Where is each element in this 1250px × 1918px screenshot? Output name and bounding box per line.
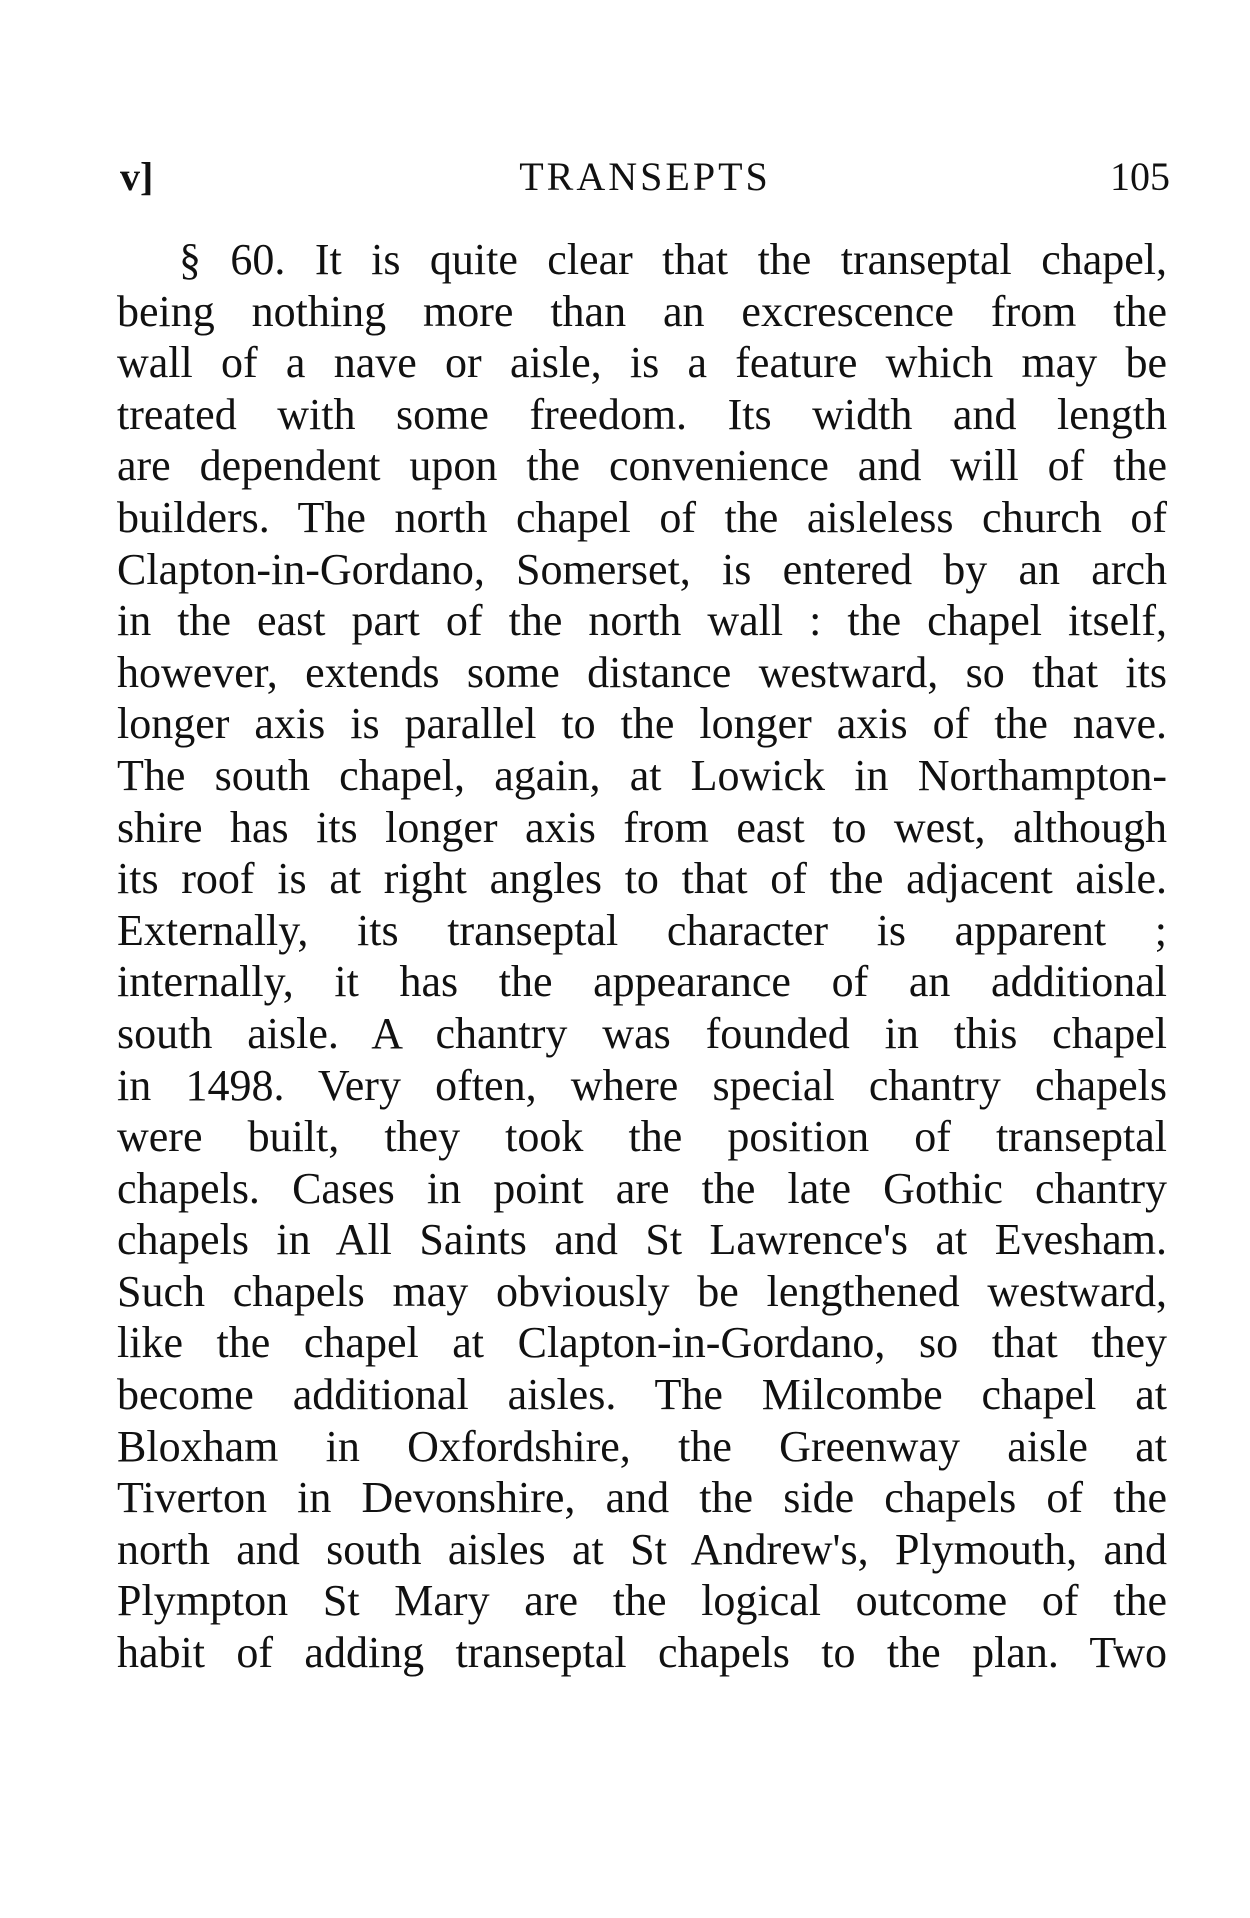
text-line: like the chapel at Clapton-in-Gordano, so that they [117,1318,1167,1368]
chapter-number: v] [120,154,154,199]
text-line: habit of adding transeptal chapels to the plan. Two [117,1628,1167,1678]
text-line: its roof is at right angles to that of the adjacent aisle. [117,854,1167,904]
text-line: Plympton St Mary are the logical outcome of the [117,1576,1167,1626]
text-line: Externally, its transeptal character is apparent ; [117,905,1167,955]
text-line: shire has its longer axis from east to west, although [117,802,1167,852]
text-line: however, extends some distance westward, so that its [117,647,1167,697]
text-line: The south chapel, again, at Lowick in Northampton- [117,750,1167,800]
body-paragraph [117,234,1167,1679]
page-number: 105 [1110,154,1170,199]
text-line: Bloxham in Oxfordshire, the Greenway aisle at [117,1421,1167,1471]
text-line: are dependent upon the convenience and will of the [117,441,1167,491]
text-line: Clapton-in-Gordano, Somerset, is entered by an arch [117,544,1167,594]
text-line: in 1498. Very often, where special chantry chapels [117,1060,1167,1110]
text-line: south aisle. A chantry was founded in this chapel [117,1008,1167,1058]
text-line: § 60. It is quite clear that the transeptal chapel, [179,235,1167,284]
text-line: internally, it has the appearance of an additional [117,957,1167,1007]
text-line: builders. The north chapel of the aisleless church of [117,492,1167,542]
text-line: north and south aisles at St Andrew's, Plymouth, and [117,1524,1167,1574]
text-line: chapels in All Saints and St Lawrence's at Evesham. [117,1215,1167,1265]
text-line: being nothing more than an excrescence from the [117,286,1167,336]
running-title: TRANSEPTS [519,154,771,199]
text-line: in the east part of the north wall : the chapel itself, [117,596,1167,646]
text-line: were built, they took the position of transeptal [117,1112,1167,1162]
text-line: treated with some freedom. Its width and length [117,389,1167,439]
text-line: Tiverton in Devonshire, and the side chapels of the [117,1473,1167,1523]
text-line: chapels. Cases in point are the late Gothic chantry [117,1163,1167,1213]
text-line: wall of a nave or aisle, is a feature which may be [117,338,1167,388]
text-line: become additional aisles. The Milcombe chapel at [117,1370,1167,1420]
running-head [120,152,1170,202]
text-line: Such chapels may obviously be lengthened westward, [117,1266,1167,1316]
text-line: longer axis is parallel to the longer axis of the nave. [117,699,1167,749]
